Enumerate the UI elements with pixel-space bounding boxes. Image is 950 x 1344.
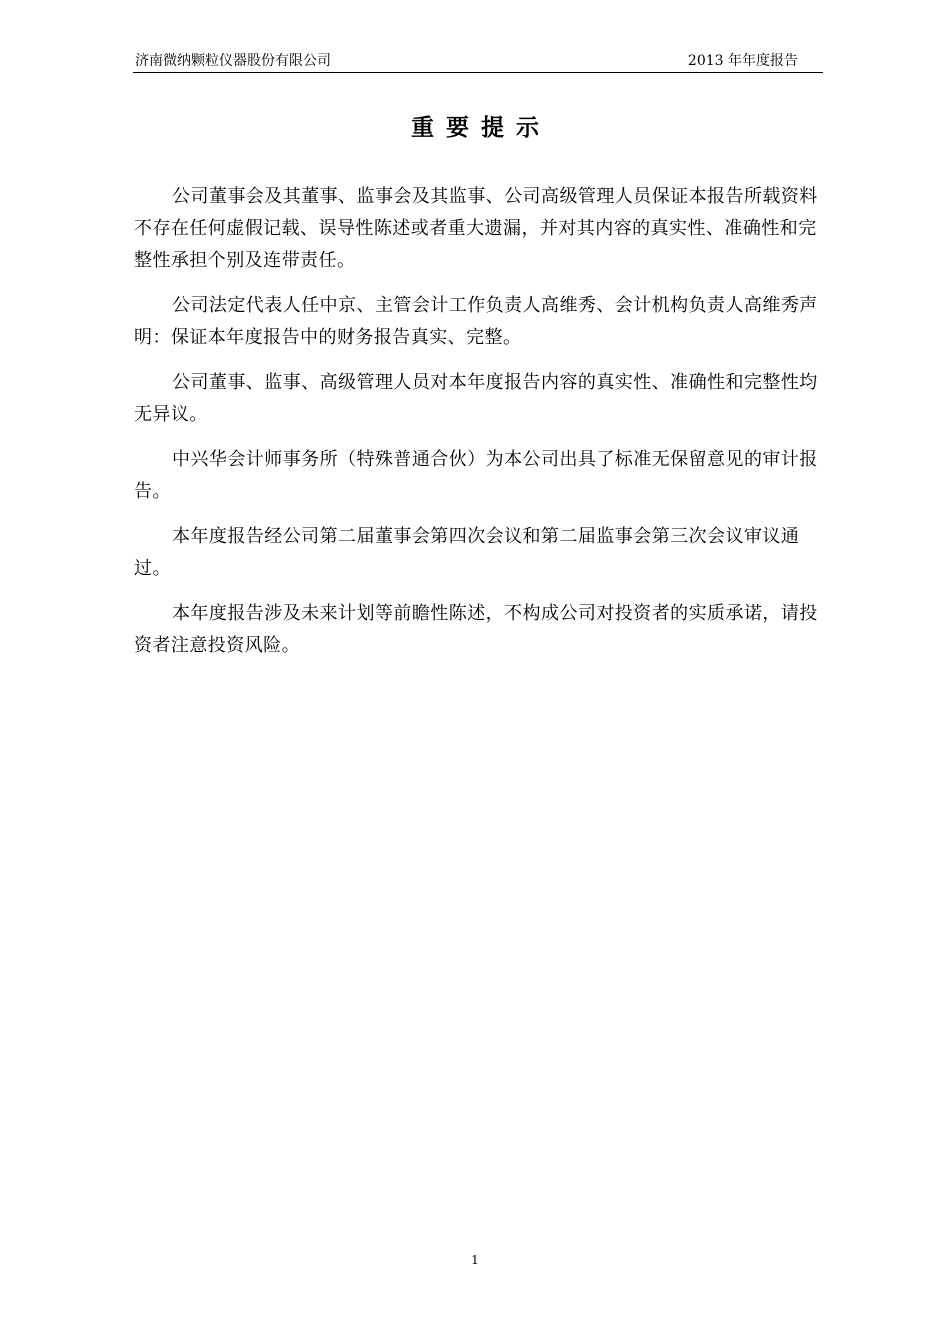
notice-paragraph-1: 公司董事会及其董事、监事会及其监事、公司高级管理人员保证本报告所载资料不存在任何虚假记载、误导性陈述或者重大遗漏，并对其内容的真实性、准确性和完整性承担个别及连带责任。 <box>134 186 818 271</box>
notice-paragraph-6: 本年度报告涉及未来计划等前瞻性陈述，不构成公司对投资者的实质承诺，请投资者注意投资风险。 <box>134 603 818 656</box>
header-report-title: 2013 年年度报告 <box>687 53 798 69</box>
page-title: 重要提示 <box>411 114 551 141</box>
page-header <box>133 50 823 73</box>
page-number: 1 <box>471 1253 479 1267</box>
header-company-name: 济南微纳颗粒仪器股份有限公司 <box>135 53 331 69</box>
notice-body <box>134 181 824 675</box>
notice-paragraph-4: 中兴华会计师事务所（特殊普通合伙）为本公司出具了标准无保留意见的审计报告。 <box>134 449 818 502</box>
notice-paragraph-5: 本年度报告经公司第二届董事会第四次会议和第二届监事会第三次会议审议通过。 <box>134 526 800 579</box>
notice-paragraph-2: 公司法定代表人任中京、主管会计工作负责人高维秀、会计机构负责人高维秀声明：保证本年度报告中的财务报告真实、完整。 <box>134 295 818 348</box>
notice-paragraph-3: 公司董事、监事、高级管理人员对本年度报告内容的真实性、准确性和完整性均无异议。 <box>134 372 818 425</box>
